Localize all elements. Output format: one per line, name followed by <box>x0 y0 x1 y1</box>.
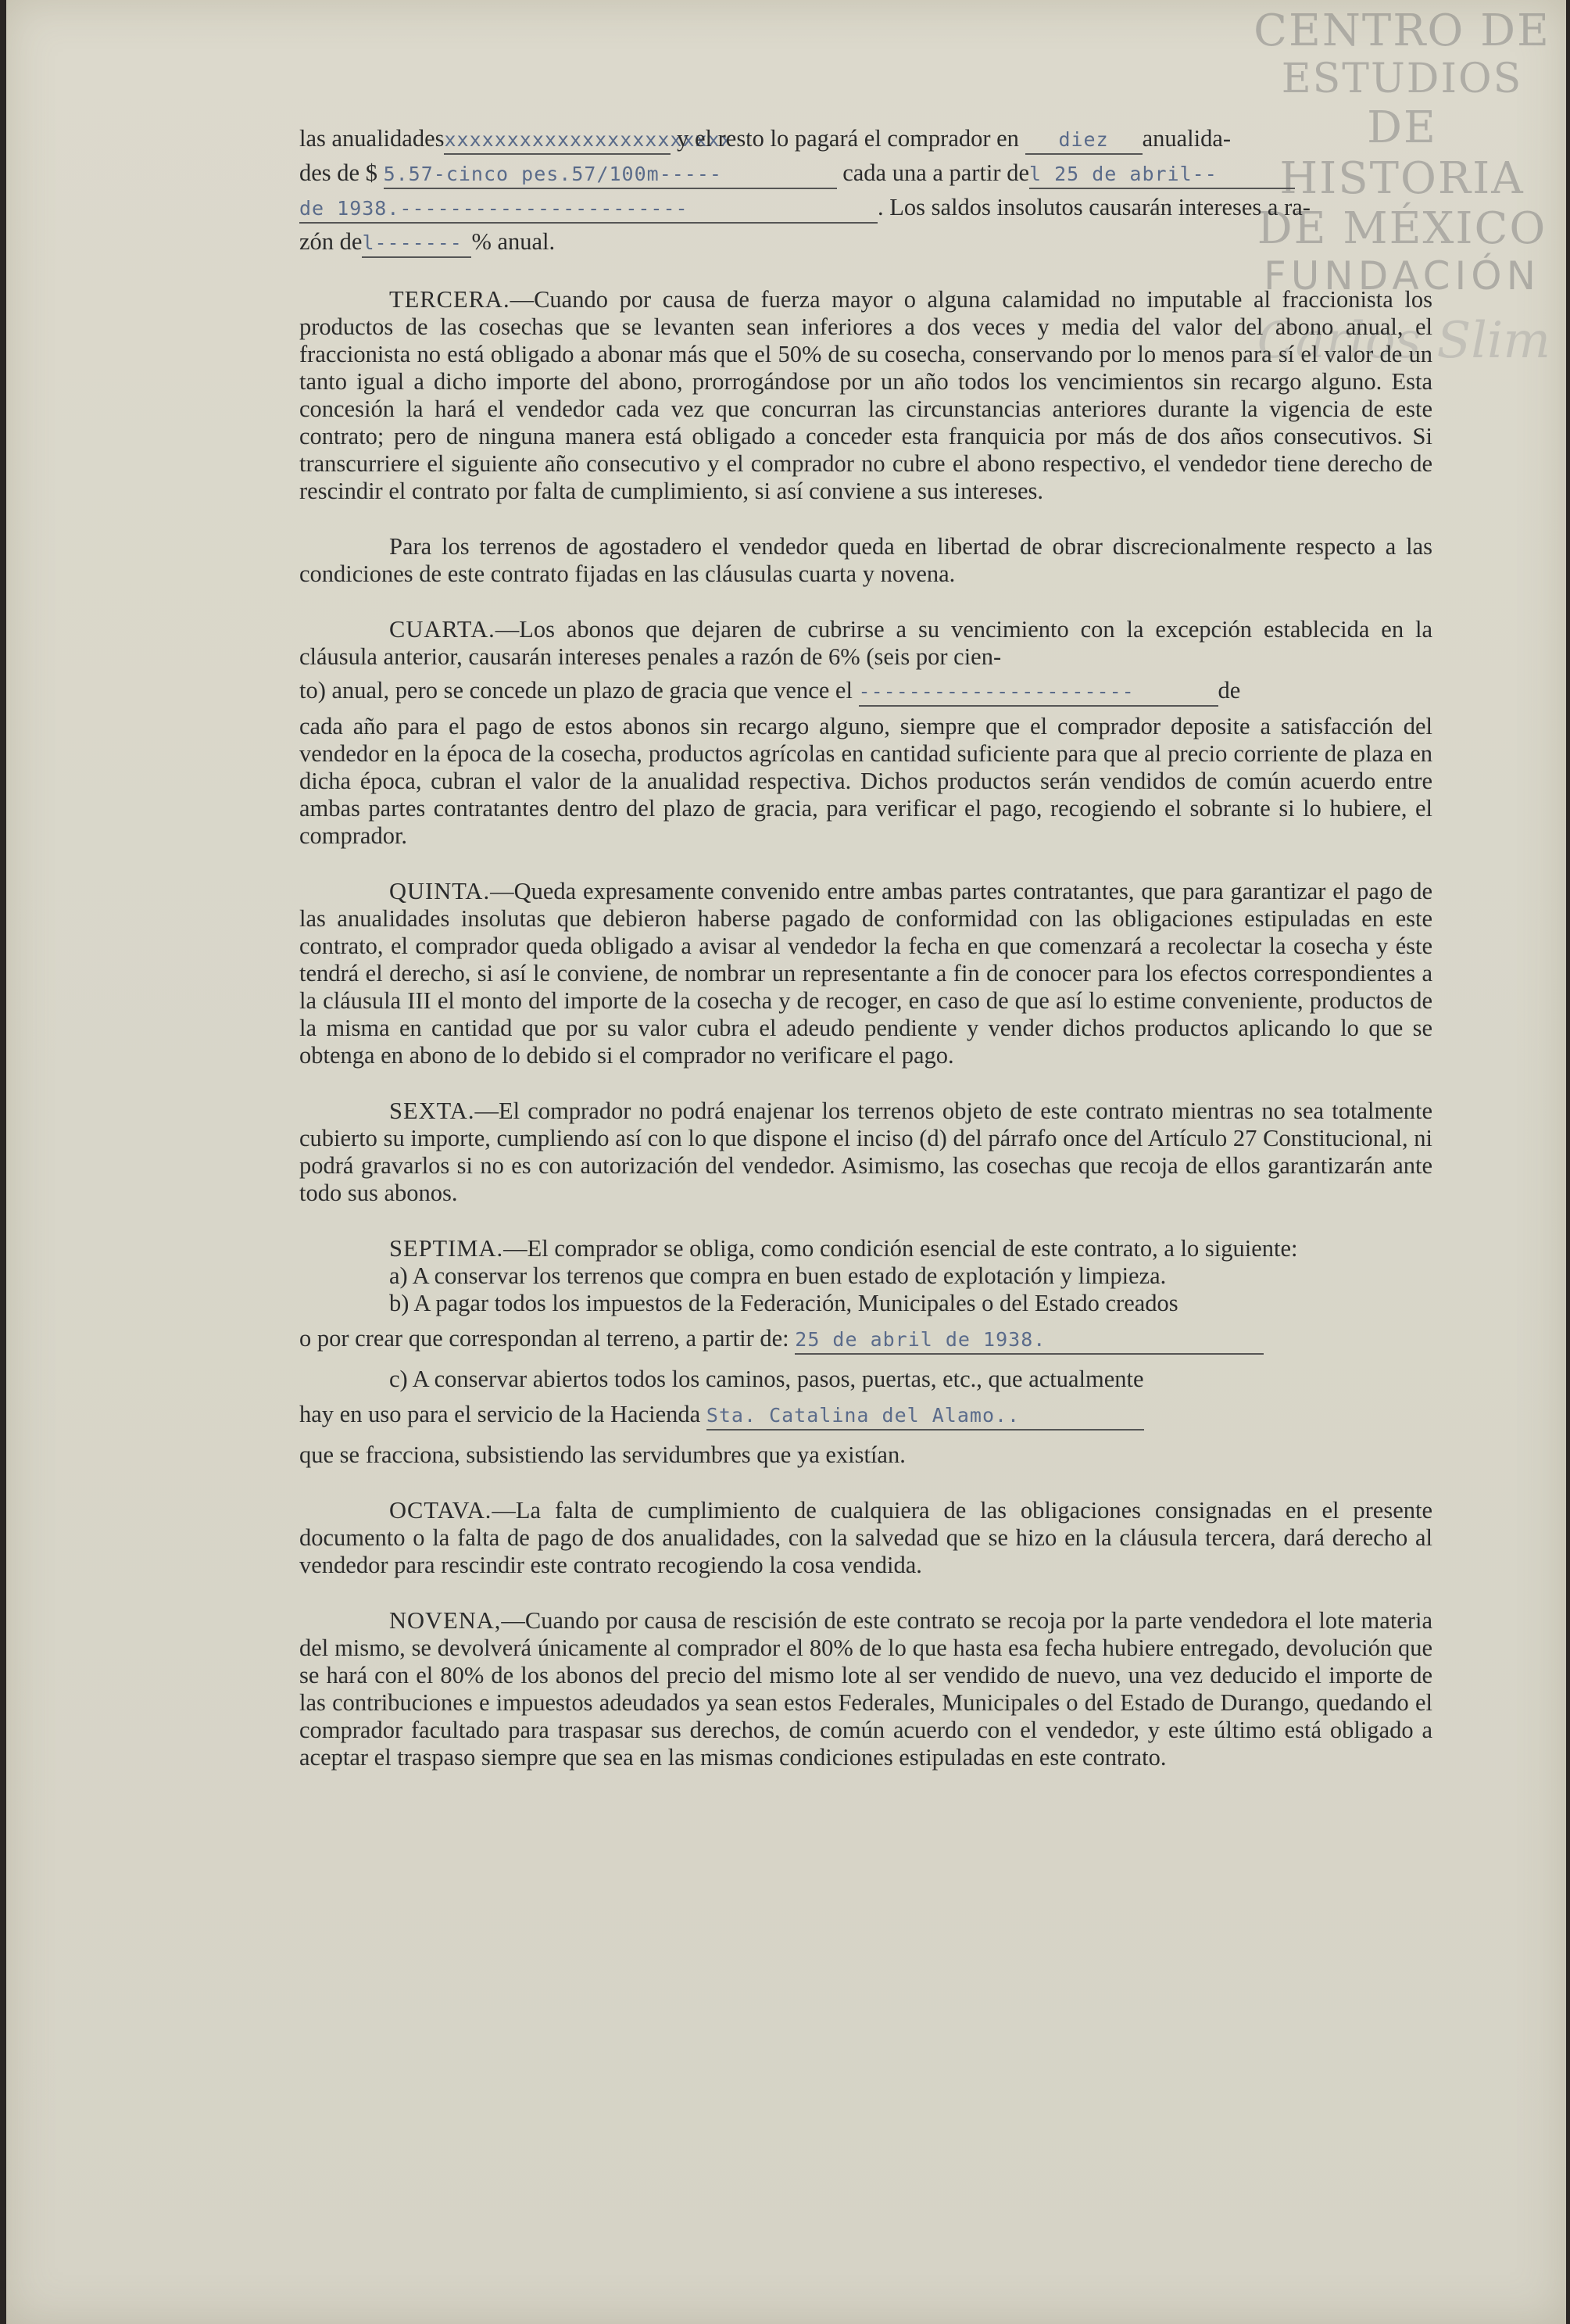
paragraph-agostadero <box>299 533 1432 588</box>
header-line-2 <box>299 159 1432 189</box>
header-line-3 <box>299 194 1432 224</box>
septima-item-c <box>299 1366 1432 1393</box>
septima-item-a <box>299 1262 1432 1290</box>
list-item: b) A pagar todos los impuestos de la Federación, Municipales o del Estado creados <box>389 1290 1178 1316</box>
blank-field <box>384 159 837 189</box>
blank-field <box>444 125 733 155</box>
clause-quinta <box>299 878 1432 1069</box>
blank-field <box>299 194 878 224</box>
watermark-signature: Carlos Slim <box>1257 312 1550 370</box>
cuarta-grace-line <box>299 677 1432 707</box>
clause-body: cada año para el pago de estos abonos sin recargo alguno, siempre que el comprador deposite a satisfacción del vendedor en la época de la cosecha, productos agrícolas en cantidad suficiente para que al precio corriente de plaza en dicha época, cubran el valor de la anualidad respectiva. Dichos productos serán vendidos de común acuerdo entre ambas partes contratantes dentro del plazo de gracia, para verificar el pago, recogiendo el sobrante si lo hubiere, el comprador. <box>299 713 1432 849</box>
watermark-line: CENTRO DE <box>1253 5 1550 56</box>
clause-body: —La falta de cumplimiento de cualquiera de las obligaciones consignadas en el presente documento o la falta de pago de dos anualidades, con la salvedad que se hizo en la cláusula tercera, dará derecho al vendedor para rescindir este contrato recogiendo la cosa vendida. <box>299 1497 1432 1578</box>
septima-b-line-2 <box>299 1325 1432 1355</box>
header-text: zón de <box>299 228 363 255</box>
clause-septima <box>299 1235 1432 1262</box>
clause-title: NOVENA, <box>389 1607 502 1634</box>
clause-body: to) anual, pero se concede un plazo de gracia que vence el <box>299 677 853 704</box>
header-text: las anualidades <box>299 125 445 152</box>
clause-title: TERCERA. <box>389 286 510 313</box>
header-text: . Los saldos insolutos causarán intereses a ra- <box>878 194 1311 220</box>
clause-tercera <box>299 286 1432 505</box>
list-item: c) A conservar abiertos todos los caminos, pasos, puertas, etc., que actualmente <box>389 1366 1144 1392</box>
blank-field <box>706 1401 1144 1431</box>
septima-item-b <box>299 1290 1432 1317</box>
typed-value: diez <box>1058 128 1109 151</box>
typed-value: Sta. Catalina del Alamo.. <box>706 1404 1021 1427</box>
septima-c-line-2 <box>299 1401 1432 1431</box>
clause-body: hay en uso para el servicio de la Hacienda <box>299 1401 701 1427</box>
blank-field <box>1025 125 1143 155</box>
header-text: % anual. <box>471 228 556 255</box>
clause-body: —El comprador no podrá enajenar los terrenos objeto de este contrato mientras no sea totalmente cubierto su importe, cumpliendo así con lo que dispone el inciso (d) del párrafo once del Artículo 27 Constitucional, ni podrá gravarlos si no es con autorización del vendedor. Asimismo, las cosechas que recoja de ellos garantizarán ante todo sus abonos. <box>299 1098 1432 1206</box>
header-text: anualida- <box>1142 125 1232 152</box>
contract-text <box>299 125 1432 1771</box>
watermark-line: ESTUDIOS <box>1281 56 1523 103</box>
clause-title: CUARTA. <box>389 616 495 643</box>
list-item: a) A conservar los terrenos que compra en buen estado de explotación y limpieza. <box>389 1262 1167 1289</box>
clause-body: que se fracciona, subsistiendo las servidumbres que ya existían. <box>299 1441 906 1468</box>
clause-octava <box>299 1497 1432 1579</box>
cuarta-continuation <box>299 713 1432 850</box>
clause-body: Para los terrenos de agostadero el vendedor queda en libertad de obrar discrecionalmente respecto a las condiciones de este contrato fijadas en las cláusulas cuarta y novena. <box>299 533 1432 587</box>
typed-value: 25 de abril de 1938. <box>795 1328 1046 1351</box>
clause-sexta <box>299 1098 1432 1207</box>
document-page <box>6 0 1566 2324</box>
typed-value: ---------------------- <box>858 680 1135 703</box>
watermark-line: FUNDACIÓN <box>1263 253 1541 299</box>
clause-title: SEXTA. <box>389 1098 475 1124</box>
typed-value: l------- <box>362 231 463 254</box>
clause-body: —Queda expresamente convenido entre ambas partes contratantes, que para garantizar el pago de las anualidades insolutas que debieron haberse pagado de conformidad con las obligaciones estipuladas en este contrato, el comprador queda obligado a avisar al vendedor la fecha en que comenzará a recolectar la cosecha y éste tendrá el derecho, si así le conviene, de nombrar un representante a fin de conocer para los efectos correspondientes a la cláusula III el monto del importe de la cosecha y de recoger, en caso de que así lo estime conveniente, productos de la misma en cantidad que por su valor cubra el adeudo pendiente y vender dichos productos aplicando lo que se obtenga en abono de lo debido si el comprador no verificare el pago. <box>299 878 1432 1069</box>
header-line-1 <box>299 125 1432 155</box>
clause-title: OCTAVA. <box>389 1497 492 1524</box>
watermark-line: DE MÉXICO <box>1257 202 1547 254</box>
clause-cuarta <box>299 616 1432 671</box>
blank-field <box>859 677 1218 707</box>
typed-value: 5.57-cinco pes.57/100m----- <box>383 163 722 185</box>
clause-body: o por crear que correspondan al terreno, a partir de: <box>299 1325 789 1352</box>
clause-title: QUINTA. <box>389 878 491 904</box>
typed-value: xxxxxxxxxxxxxxxxxxxxxxx <box>444 128 733 151</box>
clause-body: —Cuando por causa de rescisión de este contrato se recoja por la parte vendedora el lote materia del mismo, se devolverá únicamente al comprador el 80% de lo que hasta esa fecha hubiere entregado, devolución que se hará con el 80% de los abonos del precio del mismo lote al ser vendido de nuevo, una vez deducido el importe de las contribuciones e impuestos adeudados ya sean estos Federales, Municipales o del Estado de Durango, quedando el comprador facultado para traspasar sus derechos, de común acuerdo con el vendedor, y este último está obligado a aceptar el traspaso siempre que sea en las mismas condiciones estipuladas en este contrato. <box>299 1607 1432 1771</box>
header-line-4 <box>299 228 1432 258</box>
blank-field <box>1029 159 1295 189</box>
header-text: cada una a partir de <box>842 159 1029 186</box>
clause-body: —Los abonos que dejaren de cubrirse a su vencimiento con la excepción establecida en la cláusula anterior, causarán intereses penales a razón de 6% (seis por cien- <box>299 616 1432 670</box>
clause-body: —El comprador se obliga, como condición esencial de este contrato, a lo siguiente: <box>503 1235 1298 1262</box>
clause-body: —Cuando por causa de fuerza mayor o alguna calamidad no imputable al fraccionista los productos de las cosechas que se levanten sean inferiores a dos veces y media del valor del abono anual, el fraccionista no está obligado a abonar más que el 50% de su cosecha, conservando por lo menos para sí el valor de un tanto igual a dicho importe del abono, prorrogándose por un año todos los vencimientos sin recargo alguno. Esta concesión la hará el vendedor cada vez que concurran las circunstancias anteriores durante la vigencia de este contrato; pero de ninguna manera está obligado a conceder esta franquicia por más de dos años consecutivos. Si transcurriere el siguiente año consecutivo y el comprador no cubre el abono respectivo, el vendedor tiene derecho de rescindir el contrato por falta de cumplimiento, si así conviene a sus intereses. <box>299 286 1432 504</box>
typed-value: l 25 de abril-- <box>1028 163 1218 185</box>
typed-value: de 1938.----------------------- <box>299 197 688 220</box>
watermark-line: DE HISTORIA <box>1279 102 1525 204</box>
header-text: des de $ <box>299 159 377 186</box>
clause-title: SEPTIMA. <box>389 1235 504 1262</box>
header-text: y el resto lo pagará el comprador en <box>677 125 1019 152</box>
blank-field <box>362 228 471 258</box>
blank-field <box>795 1325 1264 1355</box>
clause-novena <box>299 1607 1432 1771</box>
septima-c-line-3 <box>299 1441 1432 1469</box>
clause-body: de <box>1218 677 1241 704</box>
